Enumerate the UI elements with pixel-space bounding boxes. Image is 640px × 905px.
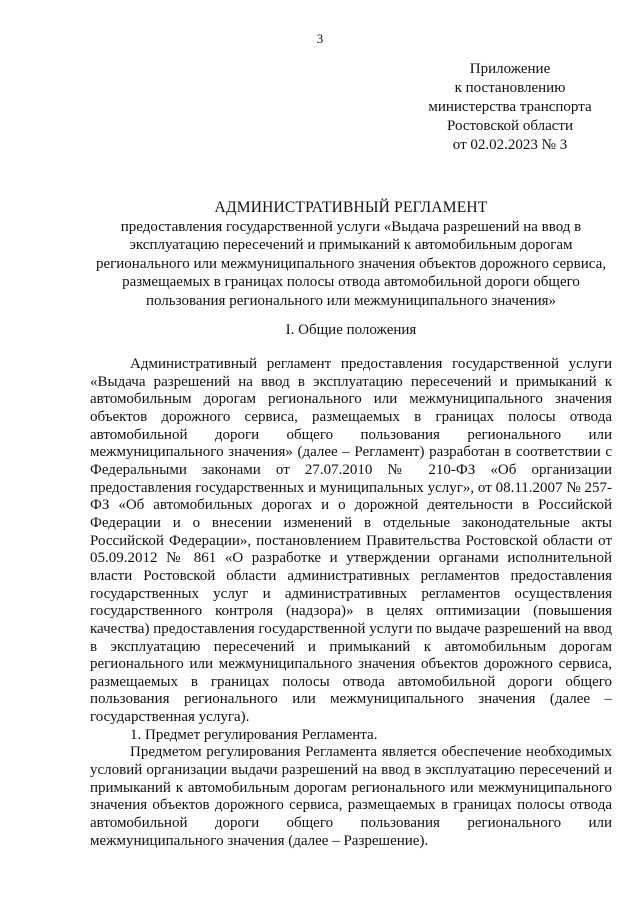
document-subtitle: предоставления государственной услуги «Выдача разрешений на ввод в эксплуатацию пересечений и примыканий к автомобильным дорогам регионального или межмуниципального значения объектов дорожного сервиса, размещаемых в границах полосы отвода автомобильной дороги общего пользования регионального или межмуниципального значения» — [95, 218, 607, 309]
appendix-line: министерства транспорта — [428, 99, 592, 115]
appendix-line: от 02.02.2023 № 3 — [452, 137, 568, 153]
page-number: 3 — [316, 31, 324, 46]
appendix-line: Приложение — [469, 61, 551, 77]
appendix-block — [420, 60, 600, 155]
paragraph: Предметом регулирования Регламента является обеспечение необходимых условий организации выдачи разрешений на ввод в эксплуатацию пересечений и примыканий к автомобильным дорогам регионального или межмуниципального значения объектов дорожного сервиса, размещаемых в границах полосы отвода автомобильной дороги общего пользования регионального или межмуниципального значения (далее – Разрешение). — [90, 744, 612, 849]
paragraph: Административный регламент предоставления государственной услуги «Выдача разрешений на ввод в эксплуатацию пересечений и примыканий к автомобильным дорогам регионального или межмуниципального значения объектов дорожного сервиса, размещаемых в границах полосы отвода автомобильной дороги общего пользования регионального или межмуниципального значения» (далее – Регламент) разработан в соответствии с Федеральными законами от 27.07.2010 № 210-ФЗ «Об организации предоставления государственных и муниципальных услуг», от 08.11.2007 № 257-ФЗ «Об автомобильных дорогах и о дорожной деятельности в Российской Федерации и о внесении изменений в отдельные законодательные акты Российской Федерации», постановлением Правительства Ростовской области от 05.09.2012 № 861 «О разработке и утверждении органами исполнительной власти Ростовской области административных регламентов предоставления государственных услуг и административных регламентов осуществления государственного контроля (надзора)» в целях оптимизации (повышения качества) предоставления государственной услуги по выдаче разрешений на ввод в эксплуатацию пересечений и примыканий к автомобильным дорогам регионального или межмуниципального значения объектов дорожного сервиса, размещаемых в границах полосы отвода автомобильной дороги общего пользования регионального или межмуниципального значения (далее – государственная услуга). — [90, 356, 612, 726]
paragraph: 1. Предмет регулирования Регламента. — [130, 726, 378, 743]
appendix-line: к постановлению — [454, 80, 566, 96]
document-title: АДМИНИСТРАТИВНЫЙ РЕГЛАМЕНТ — [214, 199, 488, 216]
appendix-line: Ростовской области — [447, 118, 573, 134]
section-heading: I. Общие положения — [285, 322, 417, 338]
document-title-block — [88, 199, 614, 310]
body-text — [90, 356, 612, 850]
